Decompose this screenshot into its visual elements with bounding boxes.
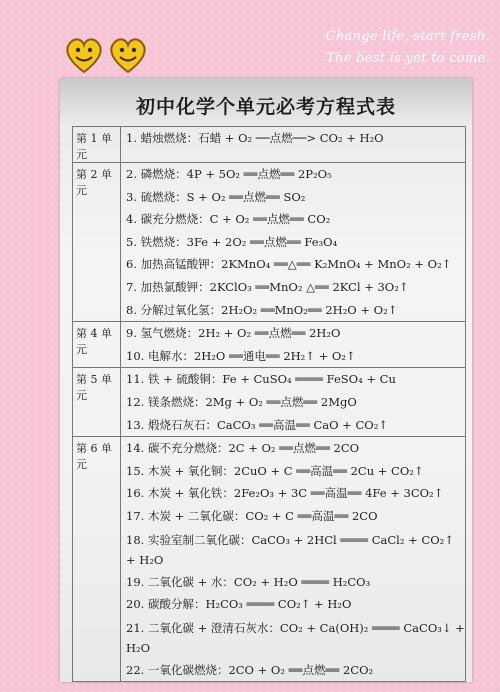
equation-row: 1. 蜡烛燃烧：石蜡 + O₂ ──点燃──> CO₂ + H₂O — [126, 131, 384, 145]
unit-section — [73, 436, 465, 681]
equation-row: 9. 氢气燃烧：2H₂ + O₂ ══点燃══ 2H₂O — [126, 326, 341, 341]
equation-row: 4. 碳充分燃烧：C + O₂ ══点燃══ CO₂ — [126, 212, 331, 227]
equation-row: 14. 碳不充分燃烧：2C + O₂ ══点燃══ 2CO — [126, 441, 360, 456]
unit-section — [73, 127, 465, 162]
equation-row: 18. 实验室制二氧化碳：CaCO₃ + 2HCl ════ CaCl₂ + CO₂↑ + H₂O — [126, 532, 454, 567]
equation-row: 7. 加热氯酸钾：2KClO₃ ══MnO₂ △══ 2KCl + 3O₂↑ — [126, 279, 409, 294]
heart-smiley-icon — [62, 32, 152, 78]
equation-row: 16. 木炭 + 氧化铁：2Fe₂O₃ + 3C ══高温══ 4Fe + 3CO₂↑ — [126, 486, 444, 501]
equation-row: 11. 铁 + 硫酸铜：Fe + CuSO₄ ════ FeSO₄ + Cu — [126, 372, 396, 387]
equation-row: 13. 煅烧石灰石：CaCO₃ ══高温══ CaO + CO₂↑ — [126, 417, 388, 432]
slogan-banner — [280, 26, 490, 70]
unit-label: 第 2 单元 — [73, 163, 121, 321]
unit-section — [73, 367, 465, 436]
slogan-line-1: Change life, start fresh. — [325, 29, 490, 44]
unit-label: 第 4 单元 — [73, 322, 121, 367]
equation-row: 17. 木炭 + 二氧化碳：CO₂ + C ══高温══ 2CO — [126, 508, 378, 523]
equation-row: 3. 硫燃烧：S + O₂ ══点燃══ SO₂ — [126, 189, 306, 204]
unit-label: 第 6 单元 — [73, 437, 121, 681]
equation-row: 19. 二氧化碳 + 水：CO₂ + H₂O ════ H₂CO₃ — [126, 574, 371, 589]
equation-row: 20. 碳酸分解：H₂CO₃ ════ CO₂↑ + H₂O — [126, 597, 352, 612]
unit-section — [73, 162, 465, 321]
equation-row: 15. 木炭 + 氧化铜：2CuO + C ══高温══ 2Cu + CO₂↑ — [126, 463, 424, 478]
equation-row: 2. 磷燃烧：4P + 5O₂ ══点燃══ 2P₂O₅ — [126, 167, 332, 181]
equation-row: 21. 二氧化碳 + 澄清石灰水：CO₂ + Ca(OH)₂ ════ CaCO₃↓ + H₂O — [126, 620, 465, 655]
equation-row: 5. 铁燃烧：3Fe + 2O₂ ══点燃══ Fe₃O₄ — [126, 234, 338, 249]
unit-section — [73, 321, 465, 367]
equation-row: 10. 电解水：2H₂O ══通电══ 2H₂↑ + O₂↑ — [126, 348, 356, 363]
equation-row: 8. 分解过氧化氢：2H₂O₂ ══MnO₂══ 2H₂O + O₂↑ — [126, 302, 398, 317]
slogan-line-2: The best is yet to come. — [326, 51, 490, 66]
equation-row: 12. 镁条燃烧：2Mg + O₂ ══点燃══ 2MgO — [126, 394, 357, 409]
equation-row: 6. 加热高锰酸钾：2KMnO₄ ══△══ K₂MnO₄ + MnO₂ + O₂↑ — [126, 257, 452, 272]
page-title: 初中化学个单元必考方程式表 — [135, 96, 396, 118]
equation-row: 22. 一氧化碳燃烧：2CO + O₂ ══点燃══ 2CO₂ — [126, 662, 374, 677]
unit-label: 第 1 单元 — [73, 127, 121, 162]
formula-table — [72, 126, 466, 682]
unit-label: 第 5 单元 — [73, 368, 121, 436]
formula-sheet — [60, 78, 472, 682]
